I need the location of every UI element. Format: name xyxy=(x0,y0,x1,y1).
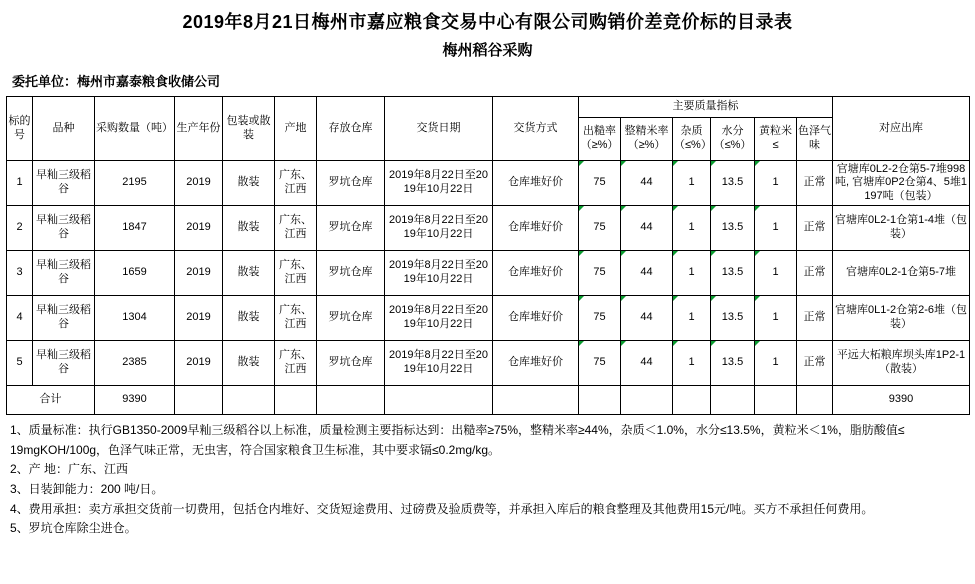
note-line-6: 5、罗坑仓库除尘进仓。 xyxy=(10,521,137,536)
cell-year: 2019 xyxy=(175,206,223,251)
cell-origin: 广东、江西 xyxy=(275,161,317,206)
cell-variety: 早籼三级稻谷 xyxy=(33,161,95,206)
cell-variety: 早籼三级稻谷 xyxy=(33,341,95,386)
cell-color-smell: 正常 xyxy=(797,341,833,386)
cell-delivery-date: 2019年8月22日至2019年10月22日 xyxy=(385,206,493,251)
cell-moisture: 13.5 xyxy=(711,341,755,386)
total-packing xyxy=(223,386,275,415)
table-row xyxy=(7,161,970,206)
cell-year: 2019 xyxy=(175,296,223,341)
cell-color-smell: 正常 xyxy=(797,296,833,341)
col-header-delivery-date: 交货日期 xyxy=(385,97,493,161)
cell-delivery-date: 2019年8月22日至2019年10月22日 xyxy=(385,341,493,386)
cell-index: 1 xyxy=(7,161,33,206)
cell-out-rate: 75 xyxy=(579,161,621,206)
cell-corresponding: 官塘库0L2-1仓第5-7堆 xyxy=(833,251,970,296)
note-line-2: 19mgKOH/100g，色泽气味正常，无虫害，符合国家粮食卫生标准，其中要求镉≤0.2mg/kg。 xyxy=(10,442,500,457)
cell-packing: 散装 xyxy=(223,296,275,341)
total-delivery-method xyxy=(493,386,579,415)
cell-impurity: 1 xyxy=(673,206,711,251)
cell-corresponding: 官塘库0L2-1仓第1-4堆（包装） xyxy=(833,206,970,251)
cell-yellow-rice: 1 xyxy=(755,206,797,251)
table-total-row xyxy=(7,386,970,415)
total-corresponding: 9390 xyxy=(833,386,970,415)
cell-delivery-method: 仓库堆好价 xyxy=(493,161,579,206)
table-header-row-1 xyxy=(7,97,970,118)
total-impurity xyxy=(673,386,711,415)
cell-warehouse: 罗坑仓库 xyxy=(317,341,385,386)
cell-moisture: 13.5 xyxy=(711,296,755,341)
total-delivery-date xyxy=(385,386,493,415)
col-header-quality-group: 主要质量指标 xyxy=(579,97,833,118)
col-header-impurity: 杂质（≤%） xyxy=(673,118,711,161)
cell-index: 2 xyxy=(7,206,33,251)
cell-warehouse: 罗坑仓库 xyxy=(317,296,385,341)
total-year xyxy=(175,386,223,415)
cell-whole-rice: 44 xyxy=(621,251,673,296)
cell-packing: 散装 xyxy=(223,161,275,206)
total-quantity: 9390 xyxy=(95,386,175,415)
col-header-moisture: 水分（≤%） xyxy=(711,118,755,161)
cell-variety: 早籼三级稻谷 xyxy=(33,251,95,296)
cell-delivery-method: 仓库堆好价 xyxy=(493,341,579,386)
cell-variety: 早籼三级稻谷 xyxy=(33,296,95,341)
cell-delivery-date: 2019年8月22日至2019年10月22日 xyxy=(385,161,493,206)
entrust-unit: 委托单位：梅州市嘉泰粮食收储公司 xyxy=(12,74,221,90)
cell-year: 2019 xyxy=(175,161,223,206)
cell-packing: 散装 xyxy=(223,341,275,386)
col-header-corresponding: 对应出库 xyxy=(833,97,970,161)
total-color-smell xyxy=(797,386,833,415)
total-label: 合计 xyxy=(7,386,95,415)
cell-yellow-rice: 1 xyxy=(755,251,797,296)
cell-origin: 广东、江西 xyxy=(275,206,317,251)
cell-delivery-method: 仓库堆好价 xyxy=(493,206,579,251)
cell-impurity: 1 xyxy=(673,296,711,341)
col-header-year: 生产年份 xyxy=(175,97,223,161)
cell-moisture: 13.5 xyxy=(711,206,755,251)
col-header-variety: 品种 xyxy=(33,97,95,161)
cell-corresponding: 官塘库0L1-2仓第2-6堆（包装） xyxy=(833,296,970,341)
notes-section xyxy=(6,415,969,539)
cell-variety: 早籼三级稻谷 xyxy=(33,206,95,251)
page-title: 2019年8月21日梅州市嘉应粮食交易中心有限公司购销价差竞价标的目录表 xyxy=(182,12,793,32)
cell-corresponding: 平远大柘粮库坝头库1P2-1（散装） xyxy=(833,341,970,386)
cell-moisture: 13.5 xyxy=(711,251,755,296)
cell-quantity: 2195 xyxy=(95,161,175,206)
bidding-table xyxy=(6,96,970,415)
cell-corresponding: 官塘库0L2-2仓第5-7堆998吨, 官塘库0P2仓第4、5堆1197吨（包装） xyxy=(833,161,970,206)
cell-packing: 散装 xyxy=(223,251,275,296)
col-header-index: 标的号 xyxy=(7,97,33,161)
col-header-quantity: 采购数量（吨） xyxy=(95,97,175,161)
cell-origin: 广东、江西 xyxy=(275,296,317,341)
col-header-yellow-rice: 黄粒米≤ xyxy=(755,118,797,161)
cell-out-rate: 75 xyxy=(579,341,621,386)
cell-delivery-date: 2019年8月22日至2019年10月22日 xyxy=(385,296,493,341)
cell-delivery-method: 仓库堆好价 xyxy=(493,296,579,341)
col-header-origin: 产地 xyxy=(275,97,317,161)
cell-whole-rice: 44 xyxy=(621,206,673,251)
col-header-out-rate: 出糙率（≥%） xyxy=(579,118,621,161)
table-row xyxy=(7,296,970,341)
cell-warehouse: 罗坑仓库 xyxy=(317,251,385,296)
col-header-packing: 包装或散装 xyxy=(223,97,275,161)
cell-impurity: 1 xyxy=(673,341,711,386)
col-header-whole-rice: 整精米率（≥%） xyxy=(621,118,673,161)
col-header-warehouse: 存放仓库 xyxy=(317,97,385,161)
cell-whole-rice: 44 xyxy=(621,341,673,386)
note-line-1: 1、质量标准：执行GB1350-2009早籼三级稻谷以上标准，质量检测主要指标达到：出糙率≥75%，整精米率≥44%，杂质＜1.0%，水分≤13.5%，黄粒米＜1%，脂肪酸值≤ xyxy=(10,423,905,438)
note-line-5: 4、费用承担：卖方承担交货前一切费用，包括仓内堆好、交货短途费用、过磅费及验质费等，并承担入库后的粮食整理及其他费用15元/吨。买方不承担任何费用。 xyxy=(10,501,874,516)
total-origin xyxy=(275,386,317,415)
total-warehouse xyxy=(317,386,385,415)
cell-quantity: 1847 xyxy=(95,206,175,251)
total-out-rate xyxy=(579,386,621,415)
note-line-4: 3、日装卸能力：200 吨/日。 xyxy=(10,481,164,496)
cell-delivery-date: 2019年8月22日至2019年10月22日 xyxy=(385,251,493,296)
cell-index: 3 xyxy=(7,251,33,296)
cell-quantity: 1659 xyxy=(95,251,175,296)
cell-color-smell: 正常 xyxy=(797,251,833,296)
cell-index: 5 xyxy=(7,341,33,386)
total-moisture xyxy=(711,386,755,415)
cell-origin: 广东、江西 xyxy=(275,251,317,296)
cell-color-smell: 正常 xyxy=(797,161,833,206)
cell-impurity: 1 xyxy=(673,161,711,206)
cell-out-rate: 75 xyxy=(579,251,621,296)
table-row xyxy=(7,341,970,386)
cell-whole-rice: 44 xyxy=(621,296,673,341)
col-header-delivery-method: 交货方式 xyxy=(493,97,579,161)
cell-delivery-method: 仓库堆好价 xyxy=(493,251,579,296)
cell-quantity: 1304 xyxy=(95,296,175,341)
table-row xyxy=(7,206,970,251)
cell-out-rate: 75 xyxy=(579,206,621,251)
cell-yellow-rice: 1 xyxy=(755,161,797,206)
cell-out-rate: 75 xyxy=(579,296,621,341)
page-subtitle: 梅州稻谷采购 xyxy=(442,42,533,60)
cell-yellow-rice: 1 xyxy=(755,341,797,386)
cell-warehouse: 罗坑仓库 xyxy=(317,206,385,251)
cell-yellow-rice: 1 xyxy=(755,296,797,341)
cell-origin: 广东、江西 xyxy=(275,341,317,386)
col-header-color-smell: 色泽气味 xyxy=(797,118,833,161)
cell-impurity: 1 xyxy=(673,251,711,296)
cell-packing: 散装 xyxy=(223,206,275,251)
cell-index: 4 xyxy=(7,296,33,341)
table-row xyxy=(7,251,970,296)
cell-warehouse: 罗坑仓库 xyxy=(317,161,385,206)
cell-moisture: 13.5 xyxy=(711,161,755,206)
note-line-3: 2、产 地：广东、江西 xyxy=(10,462,129,477)
total-yellow-rice xyxy=(755,386,797,415)
cell-quantity: 2385 xyxy=(95,341,175,386)
cell-color-smell: 正常 xyxy=(797,206,833,251)
cell-whole-rice: 44 xyxy=(621,161,673,206)
cell-year: 2019 xyxy=(175,251,223,296)
cell-year: 2019 xyxy=(175,341,223,386)
total-whole-rice xyxy=(621,386,673,415)
